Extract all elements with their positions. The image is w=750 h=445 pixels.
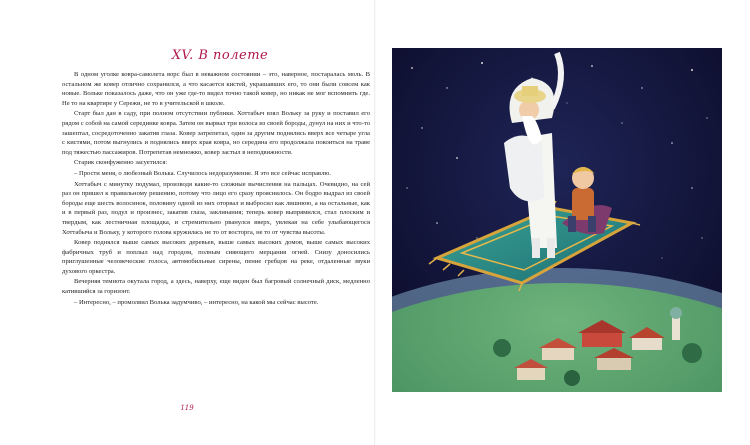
- right-page: [392, 48, 722, 392]
- chapter-title: XV. В полете: [171, 48, 269, 63]
- flying-carpet-illustration: [392, 48, 722, 392]
- paragraph: Хоттабыч с минутку подумал, производя какие-то сложные вычисления на пальцах. Очевидно, на сей раз он пришел к правильному решению, потому что лицо его сразу прояснилось. Он бодро выдрал из своей бороды еще шесть волосинок, половину одной из них оторвал и выбросил как лишнюю, а на остальные, как и в первый раз, подул и произнес, закатив глаза, заклинания; теперь ковер выпрямился, стал плоским и твердым, как лестничная площадка, и стремительно рванулся вверх, увлекая на себе улыбающегося Хоттабыча и Вольку, у которого голова кружилась не то от восторга, не то от чувства высоты.: [62, 180, 370, 236]
- paragraph: – Интересно, – промолвил Волька задумчиво, – интересно, на какой мы сейчас высоте.: [74, 298, 319, 306]
- paragraph: В одном уголке ковра-самолета ворс был в неважном состоянии – это, наверное, постаралась моль. В остальном же ковер отлично сохранился, а что касается кистей, украшавших его, то они были совсем как новые. Вольке показалось даже, что он уже где-то видел точно такой ковер, но никак не мог вспомнить где. Не то на квартире у Сережи, не то в учительской в школе.: [62, 71, 370, 107]
- paragraph: Старик сконфуженно засуетился:: [74, 159, 168, 167]
- text-column: [62, 70, 370, 307]
- book-gutter: [374, 0, 376, 445]
- paragraph: Старт был дан в саду, при полном отсутствии публики. Хоттабыч взял Вольку за руку и поставил его рядом с собой на самой серединке ковра. Затем он вырвал три волоса из своей бороды, дунул на них и что-то зашептал, сосредоточенно закатив глаза. Ковер затрепетал, один за другим поднялись вверх все четыре угла с кистями, потом выгнулись и поднялись вверх края ковра, но середина его продолжала покоиться на траве под тяжестью пассажиров. Потрепетав немножко, ковер застыл в неподвижности.: [62, 110, 370, 156]
- paragraph: – Прости меня, о любезный Волька. Случилось недоразумение. Я это все сейчас исправлю.: [74, 169, 331, 177]
- paragraph: Вечерняя темнота окутала город, а здесь, наверху, еще виден был багровый солнечный диск, медленно катившийся за горизонт.: [62, 278, 370, 296]
- page-number: 119: [180, 404, 194, 412]
- paragraph: Ковер поднялся выше самых высоких деревьев, выше самых высоких домов, выше самых высоких фабричных труб и поплыл над городом, полным сияющего мерцания огней. Снизу доносились приглушенные человеческие голоса, автомобильные сирены, пение гребцов на реке, отдаленные звуки духового оркестра.: [62, 239, 370, 275]
